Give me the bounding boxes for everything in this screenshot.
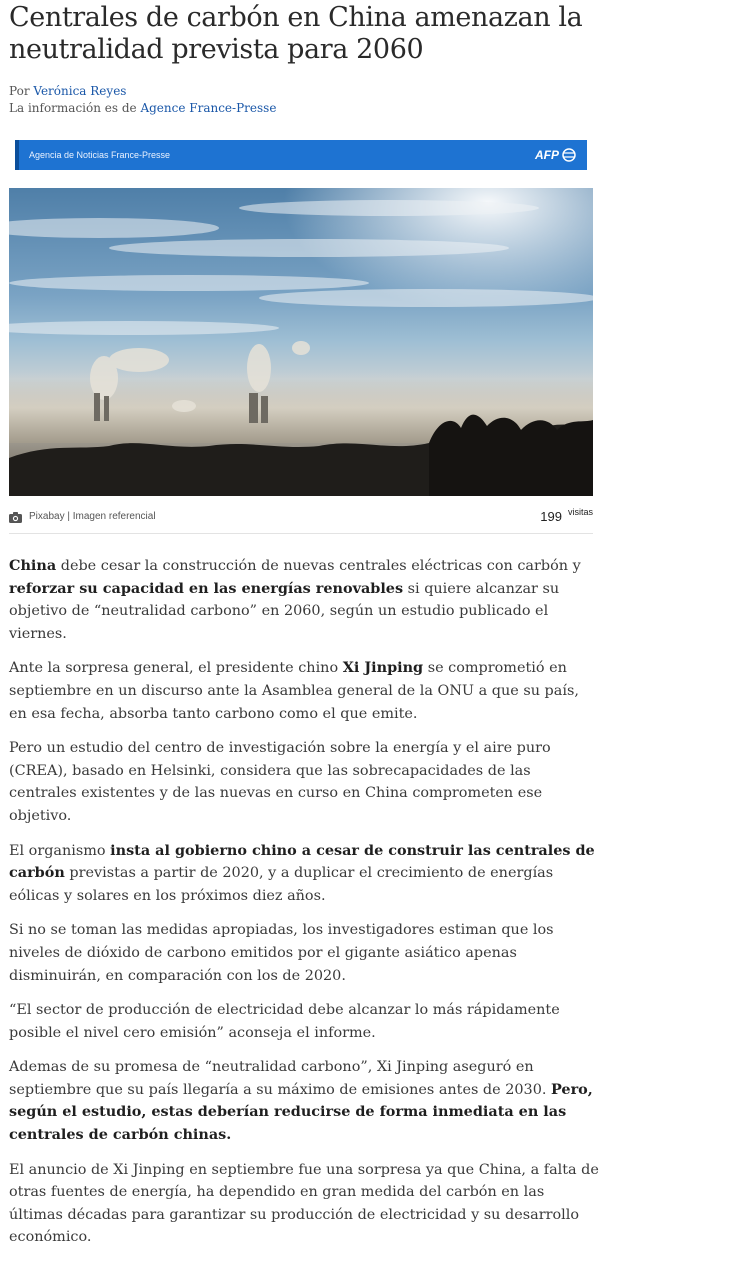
camera-icon <box>9 512 22 523</box>
author-link[interactable]: Verónica Reyes <box>33 84 127 98</box>
agency-banner[interactable] <box>15 140 587 170</box>
paragraph-text: previstas a partir de 2020, y a duplicar el crecimiento de energías eólicas y solares en los próximos diez años. <box>9 865 554 904</box>
paragraph-text: El anuncio de Xi Jinping en septiembre fue una sorpresa ya que China, a falta de otras fuentes de energía, ha dependido en gran medida del carbón en las últimas décadas para garantizar su producción de electricidad y su desarrollo económico. <box>9 1161 599 1246</box>
paragraph-text: Pero un estudio del centro de investigación sobre la energía y el aire puro (CREA), basado en Helsinki, considera que las sobrecapacidades de las centrales existentes y de las nuevas en curso en China comprometen ese objetivo. <box>9 740 551 824</box>
photo-credit: Pixabay | Imagen referencial <box>29 511 156 522</box>
paragraph-text: debe cesar la construcción de nuevas centrales eléctricas con carbón y <box>56 558 581 574</box>
article-paragraph <box>9 919 599 987</box>
author-line <box>9 83 276 100</box>
bold-text: reforzar su capacidad en las energías renovables <box>9 579 404 597</box>
source-prefix: La información es de <box>9 101 137 115</box>
agency-label: Agencia de Noticias France-Presse <box>29 150 171 160</box>
afp-globe-icon <box>561 148 577 162</box>
article-paragraph <box>9 999 599 1044</box>
visits-count: 199 <box>540 509 562 524</box>
bold-text: Pero, según el estudio, estas deberían reducirse de forma inmediata en las centrales de carbón chinas. <box>9 1080 593 1144</box>
article-paragraph <box>9 737 599 827</box>
paragraph-text: El organismo <box>9 842 111 859</box>
byline <box>9 83 276 117</box>
paragraph-text: Ante la sorpresa general, el presidente chino <box>9 660 343 677</box>
article-title: Centrales de carbón en China amenazan la neutralidad prevista para 2060 <box>9 2 583 65</box>
author-prefix: Por <box>9 84 30 98</box>
photo-caption-row <box>9 508 593 528</box>
article-paragraph <box>9 1056 599 1146</box>
source-link[interactable]: Agence France-Presse <box>140 101 277 115</box>
afp-logo <box>535 146 577 164</box>
bold-text: insta al gobierno chino a cesar de construir las centrales de carbón <box>9 841 595 882</box>
power-plant-landscape-image <box>9 188 593 496</box>
bold-text: Xi Jinping <box>342 659 424 677</box>
visits-label: visitas <box>567 507 593 517</box>
afp-logo-text: AFP <box>535 148 559 162</box>
paragraph-text: Ademas de su promesa de “neutralidad carbono”, Xi Jinping aseguró en septiembre que su país llegaría a su máximo de emisiones antes de 2030. <box>9 1059 551 1098</box>
divider <box>9 533 593 534</box>
visit-counter <box>540 508 593 526</box>
article-paragraph <box>9 555 599 645</box>
source-line <box>9 100 276 117</box>
bold-text: China <box>9 557 57 574</box>
article-paragraph <box>9 1159 599 1249</box>
paragraph-text: “El sector de producción de electricidad debe alcanzar lo más rápidamente posible el nivel cero emisión” aconseja el informe. <box>9 1002 560 1041</box>
paragraph-text: si quiere alcanzar su objetivo de “neutralidad carbono” en 2060, según un estudio publicado el viernes. <box>9 580 560 642</box>
paragraph-text: se comprometió en septiembre en un discurso ante la Asamblea general de la ONU a que su país, en esa fecha, absorba tanto carbono como el que emite. <box>9 660 579 722</box>
article-body <box>9 555 599 1261</box>
article-paragraph <box>9 840 599 908</box>
paragraph-text: Si no se toman las medidas apropiadas, los investigadores estiman que los niveles de dióxido de carbono emitidos por el gigante asiático apenas disminuirán, en comparación con los de 2020. <box>9 922 554 984</box>
article-photo <box>9 188 593 496</box>
article-paragraph <box>9 657 599 725</box>
